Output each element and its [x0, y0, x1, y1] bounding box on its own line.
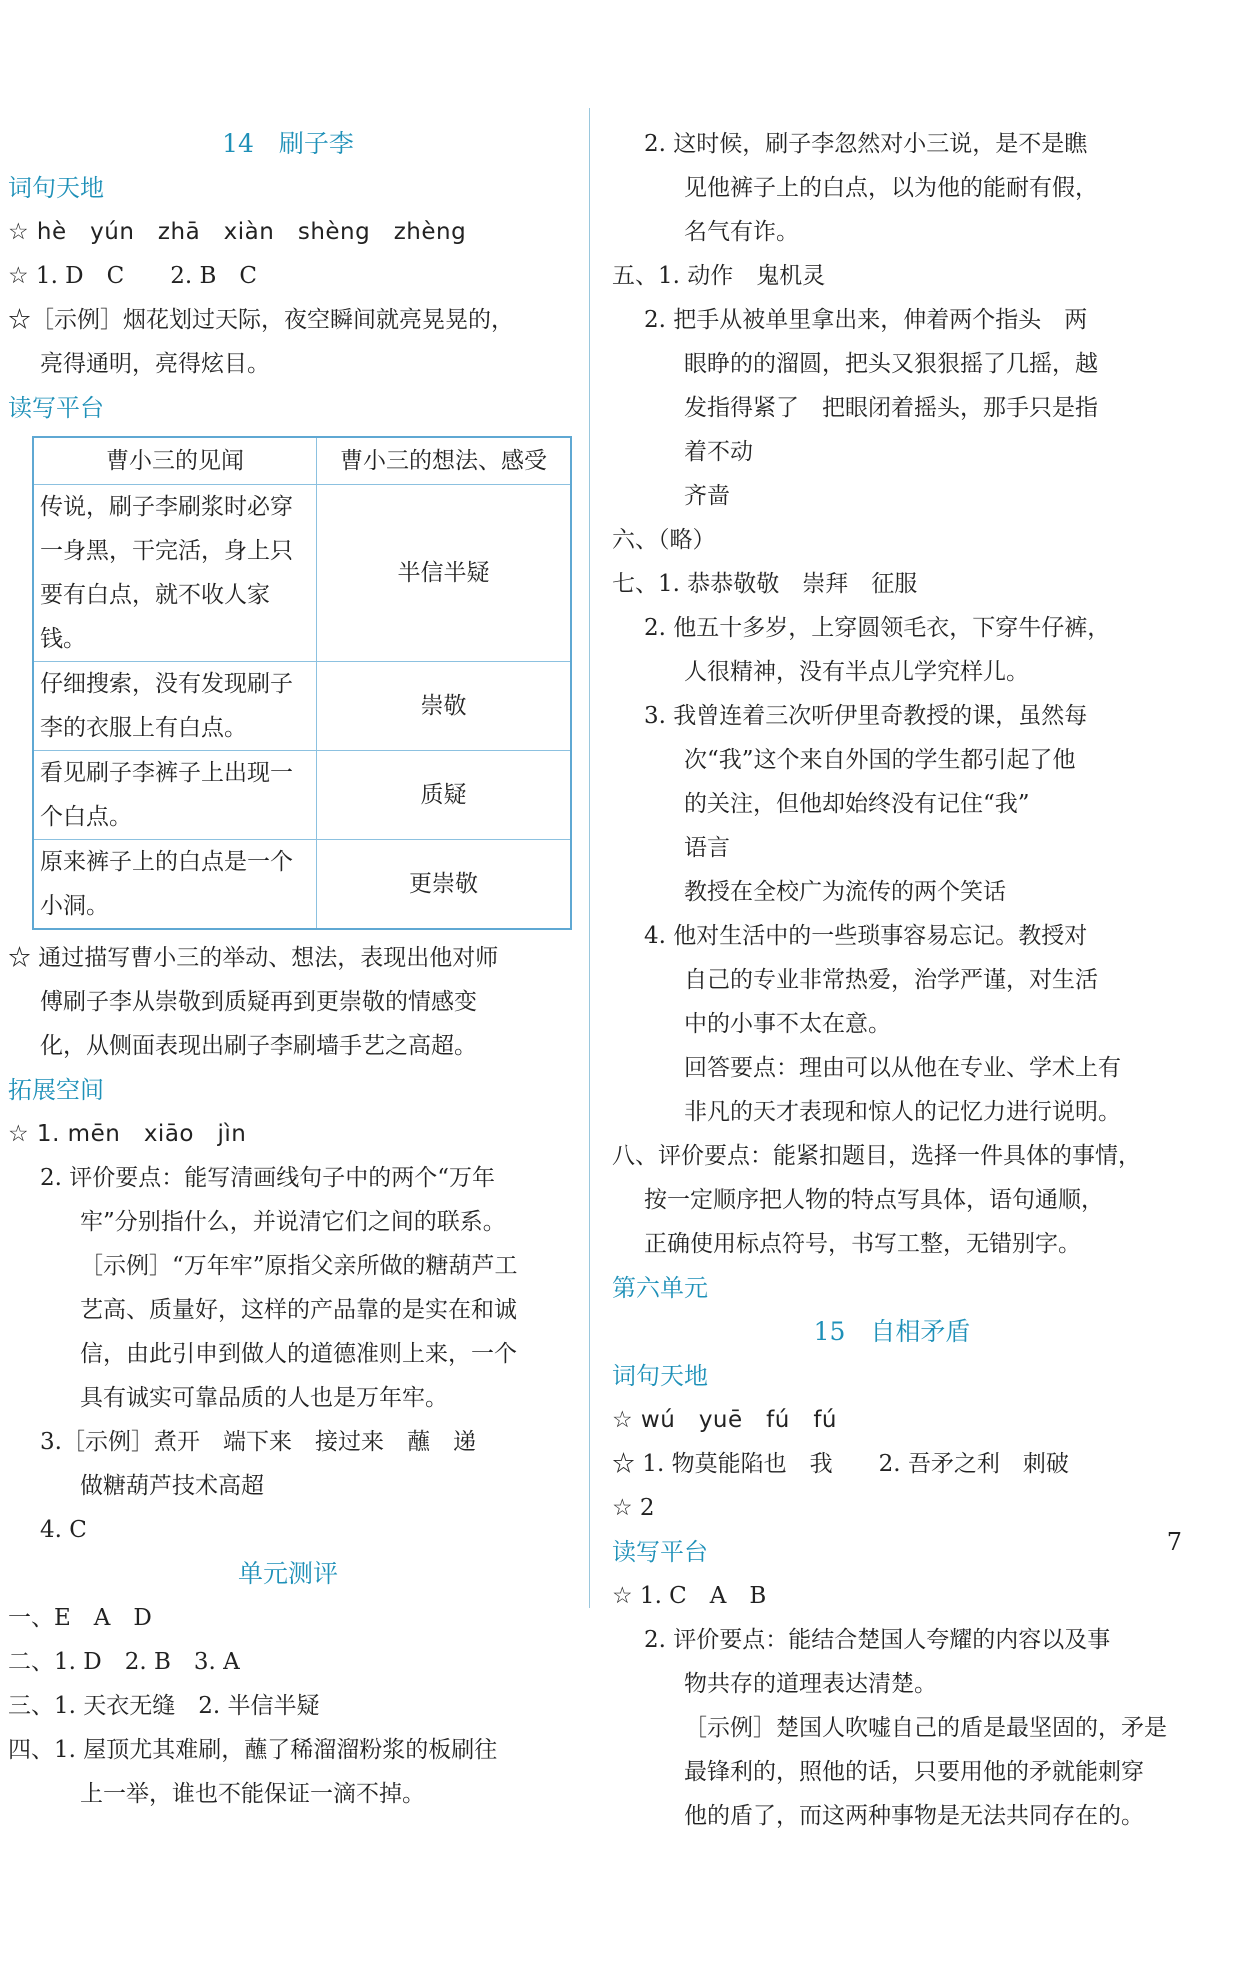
- table-cell: 仔细搜索，没有发现刷子李的衣服上有白点。: [33, 662, 317, 751]
- tuozhan-item-3: 3.［示例］煮开 端下来 接过来 蘸 递: [40, 1429, 476, 1455]
- answer-line: 3. 我曾连着三次听伊里奇教授的课，虽然每: [644, 703, 1088, 729]
- table-cell: 质疑: [317, 751, 572, 840]
- answer-line: 2. 他五十多岁，上穿圆领毛衣，下穿牛仔裤，: [644, 615, 1111, 641]
- answer-line: 八、评价要点：能紧扣题目，选择一件具体的事情，: [612, 1143, 1141, 1169]
- tuozhan-item-2-example: ［示例］“万年牢”原指父亲所做的糖葫芦工: [80, 1253, 518, 1279]
- answer-line: 物共存的道理表达清楚。: [684, 1671, 937, 1697]
- table-cell: 更崇敬: [317, 840, 572, 930]
- answer-line: 他的盾了，而这两种事物是无法共同存在的。: [684, 1803, 1144, 1829]
- table-cell: 看见刷子李裤子上出现一个白点。: [33, 751, 317, 840]
- answer-line: 自己的专业非常热爱，治学严谨，对生活: [684, 967, 1098, 993]
- section-duxiepingtai-2: 读写平台: [612, 1538, 708, 1566]
- lesson-14-title: 14 刷子李: [222, 129, 354, 158]
- tuozhan-item-4: 4. C: [40, 1517, 87, 1543]
- answer-line: 六、（略）: [612, 527, 716, 553]
- tuozhan-item-3-cont: 做糖葫芦技术高超: [80, 1473, 264, 1499]
- table-row: [33, 485, 571, 662]
- section-cijutiandi: 词句天地: [8, 174, 104, 202]
- answer-line: 正确使用标点符号，书写工整，无错别字。: [644, 1231, 1081, 1257]
- unit-test-item: 一、E A D: [8, 1605, 152, 1631]
- answer-line: 次“我”这个来自外国的学生都引起了他: [684, 747, 1076, 773]
- table-header-cell: 曹小三的见闻: [33, 437, 317, 485]
- table-row: [33, 840, 571, 930]
- answer-line: 回答要点：理由可以从他在专业、学术上有: [684, 1055, 1121, 1081]
- tuozhan-item-2: 2. 评价要点：能写清画线句子中的两个“万年: [40, 1165, 496, 1191]
- answer-line: 七、1. 恭恭敬敬 崇拜 征服: [612, 571, 918, 597]
- answer-table: [32, 436, 572, 930]
- answer-line: 2. 这时候，刷子李忽然对小三说，是不是瞧: [644, 131, 1088, 157]
- table-header-row: [33, 437, 571, 485]
- answer-line: 五、1. 动作 鬼机灵: [612, 263, 826, 289]
- answer-line: 2. 把手从被单里拿出来，伸着两个指头 两: [644, 307, 1088, 333]
- answer-line: 眼睁的的溜圆，把头又狠狠摇了几摇，越: [684, 351, 1098, 377]
- answer-line: 2. 评价要点：能结合楚国人夸耀的内容以及事: [644, 1627, 1111, 1653]
- table-row: [33, 751, 571, 840]
- answer-line: 教授在全校广为流传的两个笑话: [684, 879, 1006, 905]
- tuozhan-item-2-example: 具有诚实可靠品质的人也是万年牢。: [80, 1385, 448, 1411]
- right-column: [612, 122, 1172, 1838]
- answer-line: ☆ 2: [612, 1495, 655, 1521]
- tuozhan-item-2-example: 艺高、质量好，这样的产品靠的是实在和诚: [80, 1297, 517, 1323]
- left-column: [8, 122, 568, 1816]
- answer-line: 非凡的天才表现和惊人的记忆力进行说明。: [684, 1099, 1121, 1125]
- answer-line: 4. 他对生活中的一些琐事容易忘记。教授对: [644, 923, 1088, 949]
- answer-line: ☆ 1. C A B: [612, 1583, 767, 1609]
- choice-answer: ☆ 1. D C 2. B C: [8, 263, 257, 289]
- example-sentence-line1: ☆［示例］烟花划过天际，夜空瞬间就亮晃晃的，: [8, 307, 514, 333]
- unit-test-item-cont: 上一举，谁也不能保证一滴不掉。: [80, 1781, 425, 1807]
- column-divider: [589, 108, 590, 1608]
- table-row: [33, 662, 571, 751]
- summary-line: 傅刷子李从崇敬到质疑再到更崇敬的情感变: [40, 989, 477, 1015]
- pinyin-answer: ☆ hè yún zhā xiàn shèng zhèng: [8, 219, 467, 245]
- answer-line: 语言: [684, 835, 730, 861]
- unit-test-title: 单元测评: [237, 1559, 338, 1588]
- answer-line: ☆ 1. 物莫能陷也 我 2. 吾矛之利 刺破: [612, 1451, 1069, 1477]
- answer-line: 齐啬: [684, 483, 730, 509]
- answer-line: ［示例］楚国人吹嘘自己的盾是最坚固的，矛是: [684, 1715, 1167, 1741]
- table-cell: 原来裤子上的白点是一个小洞。: [33, 840, 317, 930]
- answer-line: 的关注，但他却始终没有记住“我”: [684, 791, 1030, 817]
- answer-line: 见他裤子上的白点，以为他的能耐有假，: [684, 175, 1098, 201]
- lesson-15-title: 15 自相矛盾: [813, 1317, 971, 1346]
- section-cijutiandi-2: 词句天地: [612, 1362, 708, 1390]
- summary-line: 化，从侧面表现出刷子李刷墙手艺之高超。: [40, 1033, 477, 1059]
- answer-line: 名气有诈。: [684, 219, 799, 245]
- table-cell: 崇敬: [317, 662, 572, 751]
- unit-test-item: 二、1. D 2. B 3. A: [8, 1649, 240, 1675]
- section-tuozhankongjian: 拓展空间: [8, 1076, 104, 1104]
- pinyin-answer-2: ☆ wú yuē fú fú: [612, 1407, 838, 1433]
- tuozhan-item-1: ☆ 1. mēn xiāo jìn: [8, 1121, 247, 1147]
- example-sentence-line2: 亮得通明，亮得炫目。: [40, 351, 270, 377]
- unit-test-item: 三、1. 天衣无缝 2. 半信半疑: [8, 1693, 320, 1719]
- table-cell: 半信半疑: [317, 485, 572, 662]
- answer-line: 最锋利的，照他的话，只要用他的矛就能刺穿: [684, 1759, 1144, 1785]
- section-duxiepingtai: 读写平台: [8, 394, 104, 422]
- table-header-cell: 曹小三的想法、感受: [317, 437, 572, 485]
- unit-test-item: 四、1. 屋顶尤其难刷，蘸了稀溜溜粉浆的板刷往: [8, 1737, 498, 1763]
- answer-line: 人很精神，没有半点儿学究样儿。: [684, 659, 1029, 685]
- unit-six-label: 第六单元: [612, 1274, 708, 1302]
- summary-line: ☆ 通过描写曹小三的举动、想法，表现出他对师: [8, 945, 499, 971]
- answer-line: 着不动: [684, 439, 753, 465]
- table-cell: 传说，刷子李刷浆时必穿一身黑，干完活，身上只要有白点，就不收人家钱。: [33, 485, 317, 662]
- answer-line: 按一定顺序把人物的特点写具体，语句通顺，: [644, 1187, 1104, 1213]
- answer-line: 中的小事不太在意。: [684, 1011, 891, 1037]
- tuozhan-item-2-cont: 牢”分别指什么，并说清它们之间的联系。: [80, 1209, 506, 1235]
- tuozhan-item-2-example: 信，由此引申到做人的道德准则上来，一个: [80, 1341, 517, 1367]
- answer-line: 发指得紧了 把眼闭着摇头，那手只是指: [684, 395, 1098, 421]
- page-number: 7: [1166, 1528, 1182, 1556]
